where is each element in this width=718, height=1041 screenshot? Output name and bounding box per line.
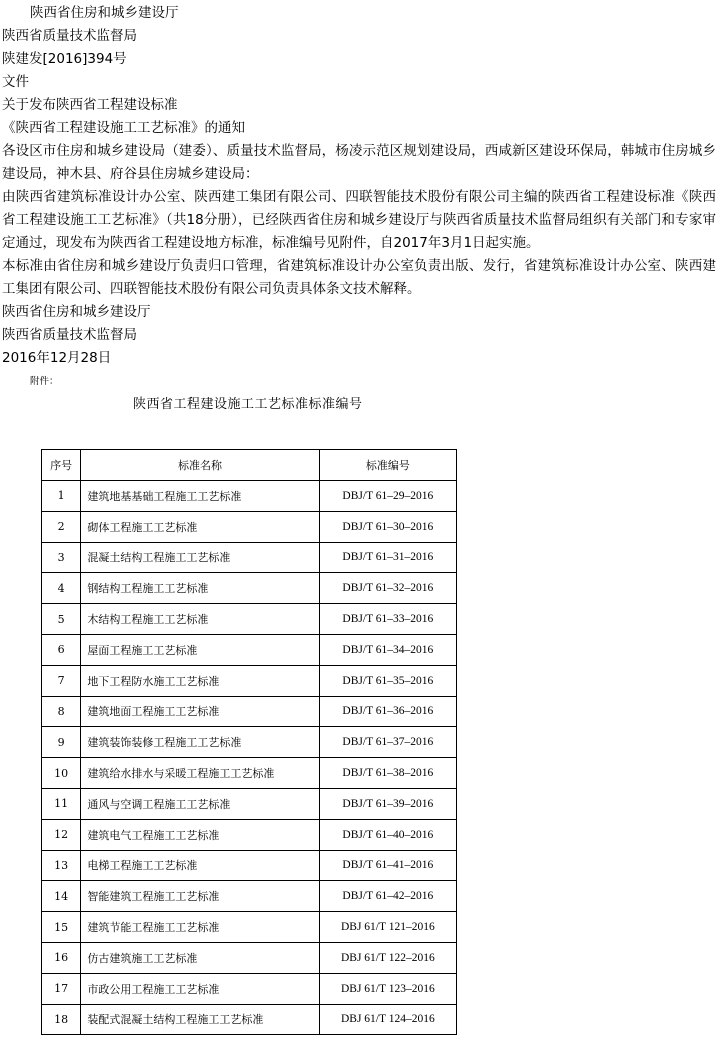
row-number: 13 <box>42 850 81 881</box>
signature-issuer-2: 陕西省质量技术监督局 <box>2 327 137 343</box>
standard-code: DBJ/T 61–41–2016 <box>319 850 456 881</box>
standard-name: 市政公用工程施工工艺标准 <box>81 973 319 1004</box>
issuer-line-1: 陕西省住房和城乡建设厅 <box>30 5 179 21</box>
row-number: 17 <box>42 973 81 1004</box>
standard-name: 地下工程防水施工工艺标准 <box>81 665 319 696</box>
standard-name: 钢结构工程施工工艺标准 <box>81 573 319 604</box>
table-row <box>42 665 457 696</box>
table-row <box>42 819 457 850</box>
standard-name: 建筑给水排水与采暖工程施工工艺标准 <box>81 758 319 789</box>
standard-code: DBJ/T 61–30–2016 <box>319 511 456 542</box>
standards-table <box>41 449 457 1035</box>
standard-name: 建筑地基基础工程施工工艺标准 <box>81 481 319 512</box>
row-number: 4 <box>42 573 81 604</box>
row-number: 5 <box>42 604 81 635</box>
row-number: 11 <box>42 788 81 819</box>
standard-code: DBJ 61/T 123–2016 <box>319 973 456 1004</box>
attachment-label: 附件： <box>30 376 59 387</box>
standard-code: DBJ 61/T 121–2016 <box>319 912 456 943</box>
table-header-row <box>42 450 457 481</box>
row-number: 8 <box>42 696 81 727</box>
table-row <box>42 912 457 943</box>
standard-code: DBJ/T 61–34–2016 <box>319 634 456 665</box>
table-row <box>42 758 457 789</box>
notice-title-line-1: 关于发布陕西省工程建设标准 <box>2 97 178 113</box>
standard-name: 木结构工程施工工艺标准 <box>81 604 319 635</box>
column-header-code: 标准编号 <box>319 450 456 481</box>
row-number: 10 <box>42 758 81 789</box>
recipients-paragraph: 各设区市住房和城乡建设局（建委）、质量技术监督局，杨凌示范区规划建设局，西咸新区建设环保局，韩城市住房城乡建设局，神木县、府谷县住房城乡建设局： <box>2 143 716 182</box>
table-row <box>42 727 457 758</box>
standard-name: 智能建筑工程施工工艺标准 <box>81 881 319 912</box>
standard-name: 建筑电气工程施工工艺标准 <box>81 819 319 850</box>
standard-code: DBJ/T 61–37–2016 <box>319 727 456 758</box>
attachment-title: 陕西省工程建设施工工艺标准标准编号 <box>133 397 363 412</box>
standard-code: DBJ/T 61–36–2016 <box>319 696 456 727</box>
standard-code: DBJ/T 61–38–2016 <box>319 758 456 789</box>
standard-name: 砌体工程施工工艺标准 <box>81 511 319 542</box>
row-number: 12 <box>42 819 81 850</box>
column-header-no: 序号 <box>42 450 81 481</box>
standard-name: 电梯工程施工工艺标准 <box>81 850 319 881</box>
row-number: 7 <box>42 665 81 696</box>
standard-code: DBJ/T 61–32–2016 <box>319 573 456 604</box>
standard-code: DBJ/T 61–40–2016 <box>319 819 456 850</box>
standard-name: 建筑装饰装修工程施工工艺标准 <box>81 727 319 758</box>
standard-code: DBJ/T 61–35–2016 <box>319 665 456 696</box>
row-number: 16 <box>42 942 81 973</box>
table-row <box>42 542 457 573</box>
column-header-name: 标准名称 <box>81 450 319 481</box>
standard-name: 建筑地面工程施工工艺标准 <box>81 696 319 727</box>
table-row <box>42 634 457 665</box>
row-number: 15 <box>42 912 81 943</box>
standard-code: DBJ/T 61–42–2016 <box>319 881 456 912</box>
row-number: 1 <box>42 481 81 512</box>
standard-name: 混凝土结构工程施工工艺标准 <box>81 542 319 573</box>
table-row <box>42 696 457 727</box>
row-number: 3 <box>42 542 81 573</box>
notice-title-line-2: 《陕西省工程建设施工工艺标准》的通知 <box>2 120 245 136</box>
issuer-line-2: 陕西省质量技术监督局 <box>2 28 137 44</box>
row-number: 14 <box>42 881 81 912</box>
table-row <box>42 942 457 973</box>
table-row <box>42 481 457 512</box>
table-row <box>42 850 457 881</box>
document-number: 陕建发[2016]394号 <box>2 51 127 67</box>
table-row <box>42 511 457 542</box>
standard-name: 屋面工程施工工艺标准 <box>81 634 319 665</box>
standard-name: 仿古建筑施工工艺标准 <box>81 942 319 973</box>
standard-code: DBJ/T 61–31–2016 <box>319 542 456 573</box>
standard-name: 装配式混凝土结构工程施工工艺标准 <box>81 1004 319 1035</box>
standard-code: DBJ/T 61–39–2016 <box>319 788 456 819</box>
standard-name: 通风与空调工程施工工艺标准 <box>81 788 319 819</box>
signature-date: 2016年12月28日 <box>2 350 112 366</box>
standard-code: DBJ 61/T 124–2016 <box>319 1004 456 1035</box>
announcement-paragraph: 由陕西省建筑标准设计办公室、陕西建工集团有限公司、四联智能技术股份有限公司主编的陕西省工程建设标准《陕西省工程建设施工工艺标准》（共18分册），已经陕西省住房和城乡建设厅与陕西省质量技术监督局组织有关部门和专家审定通过，现发布为陕西省工程建设地方标准，标准编号见附件，自2017年3月1日起实施。 <box>2 189 716 251</box>
row-number: 6 <box>42 634 81 665</box>
table-row <box>42 973 457 1004</box>
row-number: 18 <box>42 1004 81 1035</box>
table-row <box>42 573 457 604</box>
management-paragraph: 本标准由省住房和城乡建设厅负责归口管理，省建筑标准设计办公室负责出版、发行，省建筑标准设计办公室、陕西建工集团有限公司、四联智能技术股份有限公司负责具体条文技术解释。 <box>2 258 716 297</box>
signature-issuer-1: 陕西省住房和城乡建设厅 <box>2 304 151 320</box>
row-number: 9 <box>42 727 81 758</box>
standard-code: DBJ/T 61–33–2016 <box>319 604 456 635</box>
row-number: 2 <box>42 511 81 542</box>
table-row <box>42 881 457 912</box>
table-row <box>42 1004 457 1035</box>
standard-code: DBJ 61/T 122–2016 <box>319 942 456 973</box>
standard-name: 建筑节能工程施工工艺标准 <box>81 912 319 943</box>
document-type: 文件 <box>2 74 29 90</box>
standard-code: DBJ/T 61–29–2016 <box>319 481 456 512</box>
table-row <box>42 604 457 635</box>
table-row <box>42 788 457 819</box>
